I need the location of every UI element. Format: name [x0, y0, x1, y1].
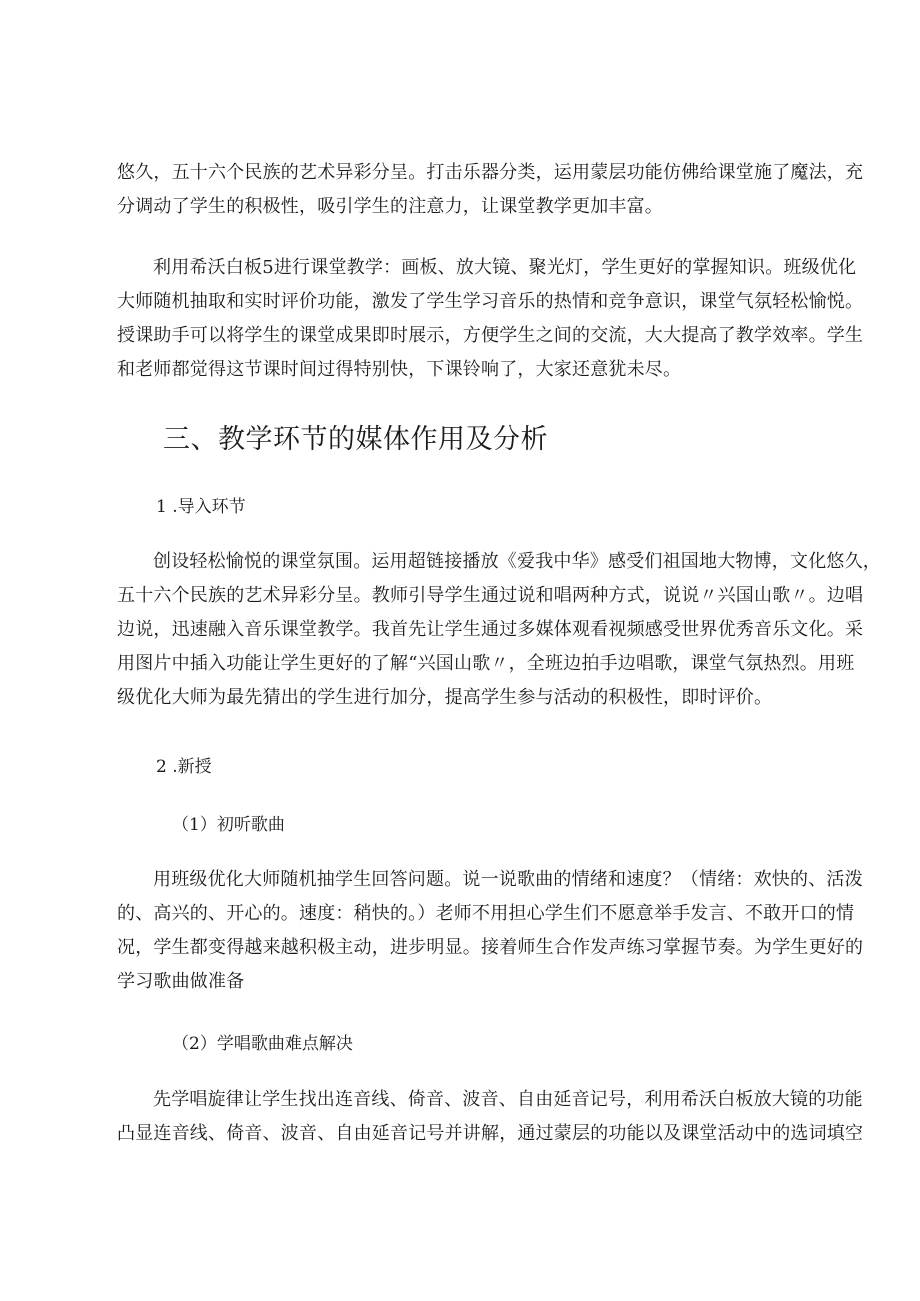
text-line: 凸显连音线、倚音、波音、自由延音记号并讲解，通过蒙层的功能以及课堂活动中的选词填空: [117, 1123, 864, 1144]
text-line: 利用希沃白板5进行课堂教学：画板、放大镜、聚光灯，学生更好的掌握知识。班级优化: [153, 257, 857, 278]
text-line: 分调动了学生的积极性，吸引学生的注意力，让课堂教学更加丰富。: [117, 196, 663, 217]
paragraph-whiteboard: [117, 251, 864, 387]
text-line: 大师随机抽取和实时评价功能，激发了学生学习音乐的热情和竞争意识，课堂气氛轻松愉悦。: [117, 291, 864, 312]
text-line: 边说，迅速融入音乐课堂教学。我首先让学生通过多媒体观看视频感受世界优秀音乐文化。采: [117, 619, 864, 640]
text-line: 授课助手可以将学生的课堂成果即时展示，方便学生之间的交流，大大提高了教学效率。学生: [117, 325, 864, 346]
text-line: 用图片中插入功能让学生更好的了解“兴国山歌〃，全班边拍手边唱歌，课堂气氛热烈。用班: [117, 653, 855, 674]
text-line: 悠久，五十六个民族的艺术异彩分呈。打击乐器分类，运用蒙层功能仿佛给课堂施了魔法，充: [117, 162, 864, 183]
text-line: 创设轻松愉悦的课堂氛围。运用超链接播放《爱我中华》感受们祖国地大物博，文化悠久，: [153, 551, 881, 572]
part-2-title: （2）学唱歌曲难点解决: [172, 1034, 353, 1054]
text-line: 学习歌曲做准备: [117, 971, 245, 992]
subsection-2-title: 2 .新授: [156, 757, 212, 777]
paragraph-intro: [117, 156, 864, 224]
text-line: 的、高兴的、开心的。速度：稍快的。）老师不用担心学生们不愿意举手发言、不敢开口的情: [117, 903, 855, 924]
section-title: 三、教学环节的媒体作用及分析: [163, 424, 548, 455]
text-line: 况，学生都变得越来越积极主动，进步明显。接着师生合作发声练习掌握节奏。为学生更好的: [117, 937, 864, 958]
text-line: 用班级优化大师随机抽学生回答问题。说一说歌曲的情绪和速度？（情绪：欢快的、活泼: [153, 869, 863, 890]
paragraph-learn-singing: [117, 1083, 864, 1151]
text-line: 五十六个民族的艺术异彩分呈。教师引导学生通过说和唱两种方式，说说〃兴国山歌〃。边唱: [117, 585, 864, 606]
text-line: 和老师都觉得这节课时间过得特别快，下课铃响了，大家还意犹未尽。: [117, 359, 682, 380]
paragraph-first-listen: [117, 863, 864, 999]
paragraph-intro-stage: [117, 545, 881, 715]
subsection-1-title: 1 .导入环节: [156, 497, 246, 517]
part-1-title: （1）初听歌曲: [172, 815, 285, 835]
text-line: 先学唱旋律让学生找出连音线、倚音、波音、自由延音记号，利用希沃白板放大镜的功能: [153, 1089, 863, 1110]
text-line: 级优化大师为最先猜出的学生进行加分，提高学生参与活动的积极性，即时评价。: [117, 687, 773, 708]
